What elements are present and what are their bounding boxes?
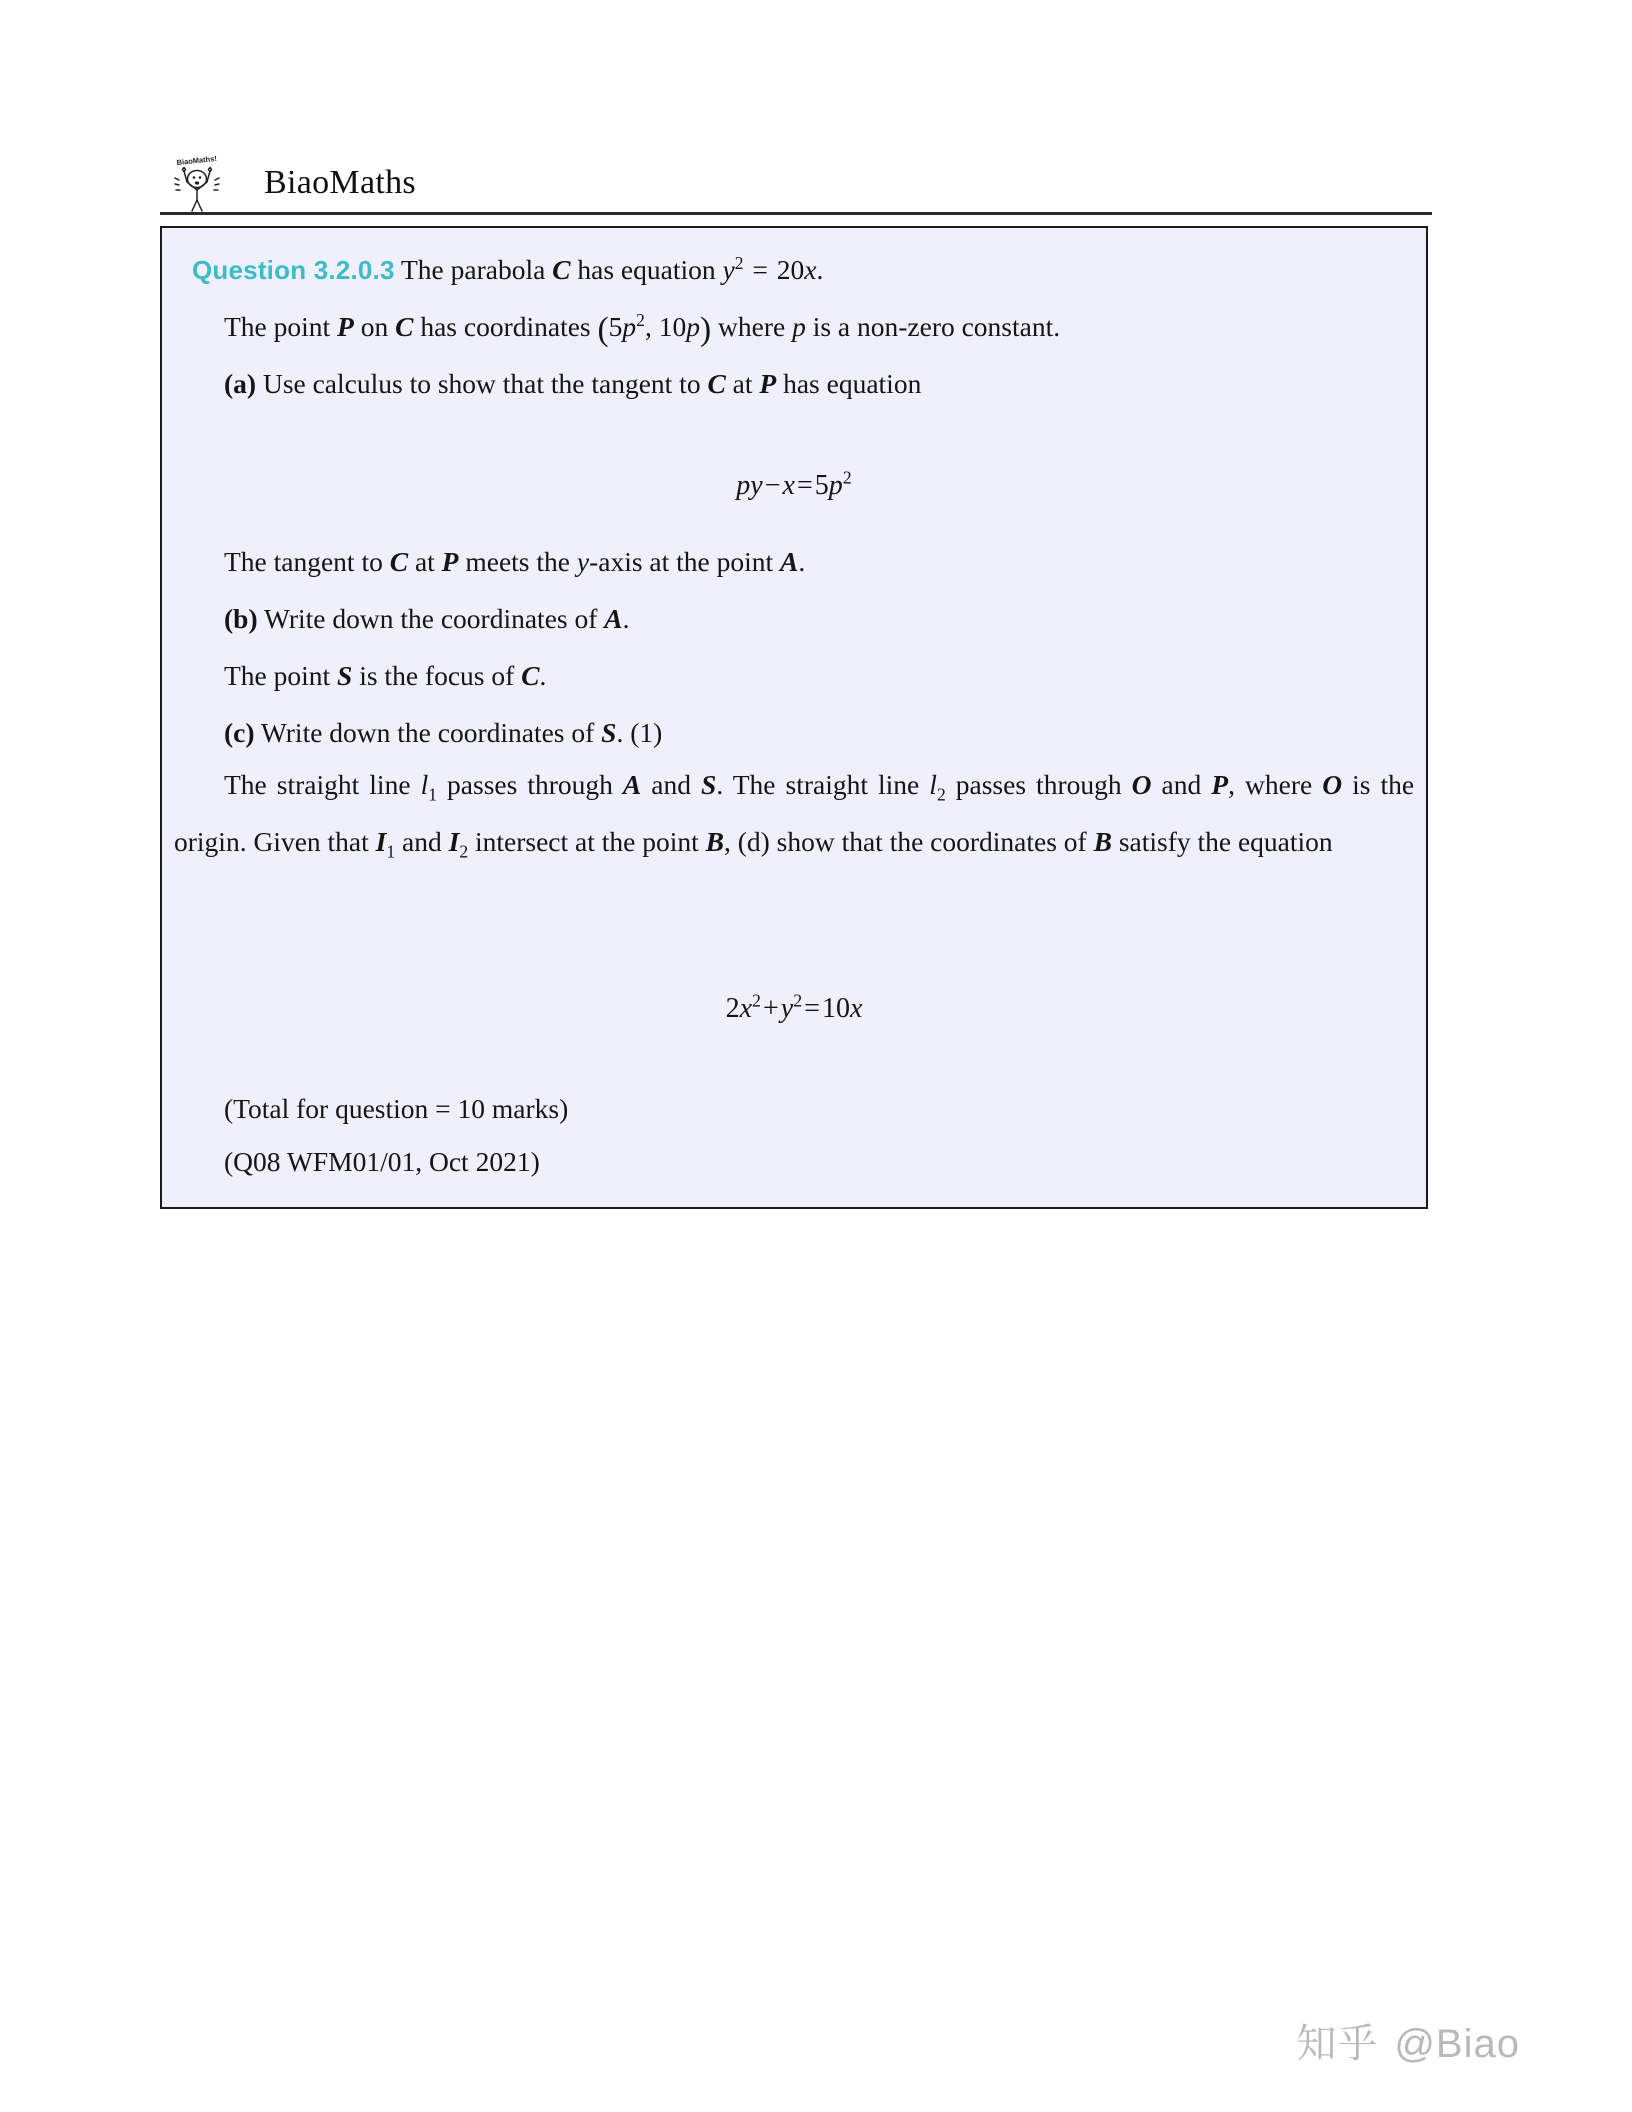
lt-text-b: at: [414, 546, 435, 577]
q1-eq-rel: =: [752, 254, 768, 285]
pd-text-11: , (d) show that the coordinates of: [723, 826, 1087, 857]
part-a-text-1: Use calculus to show that the tangent to: [262, 368, 701, 399]
part-b-var-a: A: [604, 603, 623, 634]
pd-var-l2-sub: 2: [936, 784, 946, 805]
display-equation-tangent: [162, 467, 1426, 502]
part-a-label: (a): [224, 368, 257, 399]
question-number-label: Question 3.2.0.3: [192, 255, 395, 285]
part-c-label: (c): [224, 717, 255, 748]
part-c-marks: (1): [630, 717, 663, 748]
eq2-plus: +: [762, 993, 779, 1024]
lf-var-s: S: [337, 660, 353, 691]
lt-var-a: A: [780, 546, 799, 577]
eq1-exponent: 2: [842, 467, 852, 488]
watermark: [1296, 2012, 1520, 2069]
pd-text-9: and: [402, 826, 442, 857]
q2-coord-10: 10: [658, 311, 687, 342]
question-line-focus: [224, 662, 546, 690]
q2-coord-open: (: [597, 311, 609, 349]
q2-text-c: has coordinates: [420, 311, 591, 342]
eq2-x-exponent: 2: [752, 990, 761, 1011]
biaomaths-logo-icon: [166, 154, 228, 212]
q2-text-d: where: [718, 311, 786, 342]
lt-var-p: P: [441, 546, 459, 577]
lf-var-c: C: [521, 660, 540, 691]
q1-text-a: The parabola: [401, 254, 546, 285]
watermark-site: 知乎: [1296, 2022, 1379, 2066]
q2-text-e: is a non-zero constant.: [812, 311, 1061, 342]
logo-caption: BiaoMaths!: [176, 154, 218, 168]
eq1-minus: −: [764, 470, 781, 501]
total-marks-line: (Total for question = 10 marks): [224, 1093, 569, 1124]
pd-var-i2-sub: 2: [459, 841, 469, 862]
question-part-a: [224, 370, 921, 398]
pd-text-7: , where: [1228, 769, 1313, 800]
pd-var-i2: I: [448, 826, 460, 857]
lf-text-a: The point: [224, 660, 331, 691]
part-c-period: .: [616, 717, 624, 748]
question-part-c: [224, 719, 662, 747]
part-a-text-3: has equation: [783, 368, 922, 399]
pd-text-10: intersect at the point: [474, 826, 699, 857]
question-line-2: [224, 309, 1061, 349]
pd-text-1: The straight line: [224, 769, 411, 800]
pd-var-o2: O: [1322, 769, 1343, 800]
q2-var-c: C: [395, 311, 414, 342]
page-header: [160, 152, 1432, 214]
lt-text-c: meets the: [465, 546, 570, 577]
q2-coord-exponent: 2: [636, 309, 645, 330]
question-part-b: [224, 605, 629, 633]
part-b-text: Write down the coordinates of: [264, 603, 598, 634]
part-a-text-2: at: [732, 368, 753, 399]
q1-text-b: has equation: [577, 254, 716, 285]
pd-text-3: and: [651, 769, 691, 800]
eq1-p: p: [736, 470, 751, 501]
eq1-five: 5: [814, 470, 829, 501]
header-divider: [160, 212, 1432, 215]
eq1-x: x: [782, 470, 795, 501]
q1-eq-x: x: [804, 254, 817, 285]
eq1-y: y: [750, 470, 763, 501]
part-b-period: .: [622, 603, 630, 634]
eq1-equals: =: [796, 470, 813, 501]
question-part-d-paragraph: [174, 756, 1414, 870]
pd-var-s: S: [701, 769, 717, 800]
q2-coord-p2: p: [686, 311, 700, 342]
lt-var-c: C: [389, 546, 409, 577]
brand-title: BiaoMaths: [264, 164, 416, 201]
q1-var-c: C: [552, 254, 571, 285]
lf-period: .: [539, 660, 547, 691]
pd-text-5: passes through: [955, 769, 1122, 800]
pd-text-4: . The straight line: [716, 769, 920, 800]
source-reference-line: (Q08 WFM01/01, Oct 2021): [224, 1146, 540, 1177]
pd-var-i1: I: [375, 826, 387, 857]
part-b-label: (b): [224, 603, 258, 634]
eq2-y-exponent: 2: [793, 990, 803, 1011]
q1-eq-20: 20: [776, 254, 805, 285]
q2-text-b: on: [360, 311, 389, 342]
pd-var-i1-sub: 1: [386, 841, 396, 862]
q2-text-a: The point: [224, 311, 331, 342]
q2-var-p: P: [337, 311, 354, 342]
pd-var-b: B: [705, 826, 724, 857]
pd-var-o: O: [1131, 769, 1152, 800]
pd-var-l1: l: [420, 769, 429, 800]
q2-var-p-lower: p: [792, 311, 806, 342]
q2-coord-p: p: [622, 311, 637, 342]
q2-coord-comma: ,: [644, 311, 652, 342]
eq2-x: x: [739, 993, 753, 1024]
question-line-1: [192, 252, 824, 285]
part-a-var-c: C: [707, 368, 726, 399]
lt-text-a: The tangent to: [224, 546, 383, 577]
eq2-equals: =: [804, 993, 820, 1024]
pd-var-l2: l: [929, 769, 937, 800]
eq2-ten: 10: [821, 993, 850, 1024]
pd-var-l1-sub: 1: [428, 784, 437, 805]
pd-text-2: passes through: [447, 769, 613, 800]
question-line-tangent-meets: [224, 548, 805, 576]
q2-coord-5: 5: [608, 311, 623, 342]
pd-text-12: satisfy the equation: [1118, 826, 1333, 857]
pd-text-6: and: [1161, 769, 1202, 800]
eq2-two: 2: [725, 993, 740, 1024]
pd-var-p: P: [1211, 769, 1229, 800]
lf-text-b: is the focus of: [359, 660, 515, 691]
part-a-var-p: P: [759, 368, 777, 399]
q1-eq-y-exponent: 2: [734, 252, 744, 273]
lt-text-d: -axis at the point: [589, 546, 774, 577]
part-c-var-s: S: [601, 717, 617, 748]
q1-eq-y: y: [722, 254, 735, 285]
q1-eq-period: .: [816, 254, 824, 285]
pd-text-8: is the origin. Given that: [174, 769, 1415, 857]
q2-coord-close: ): [699, 311, 712, 349]
pd-var-a: A: [622, 769, 642, 800]
lt-period: .: [798, 546, 806, 577]
pd-var-b2: B: [1093, 826, 1112, 857]
eq1-p2: p: [828, 470, 843, 501]
display-equation-locus: [162, 990, 1426, 1025]
question-box: [160, 226, 1428, 1209]
eq2-x2: x: [849, 993, 863, 1024]
watermark-handle: @Biao: [1394, 2022, 1520, 2066]
lt-var-y: y: [576, 546, 590, 577]
eq2-y: y: [780, 993, 794, 1024]
part-c-text: Write down the coordinates of: [260, 717, 595, 748]
